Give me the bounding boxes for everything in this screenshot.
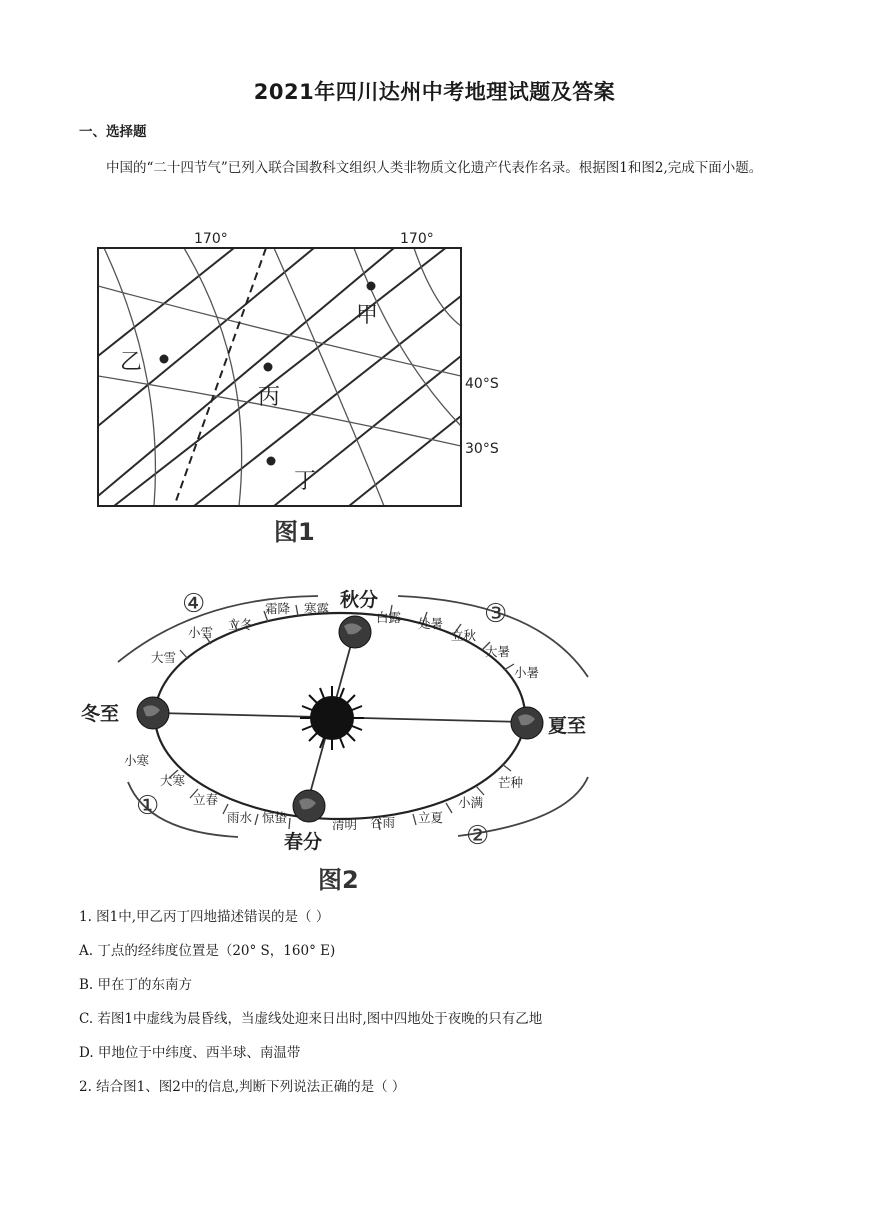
lat-label-upper: 40°S — [465, 376, 499, 392]
page-title: 2021年四川达州中考地理试题及答案 — [253, 80, 616, 104]
lon-label-left: 170° — [194, 231, 228, 247]
region-4-label: ④ — [182, 589, 206, 619]
term-jingzhe: 惊蛰 — [262, 810, 288, 825]
term-dahan: 大寒 — [160, 773, 186, 788]
winter-solstice-label: 冬至 — [81, 703, 120, 725]
autumn-equinox-label: 秋分 — [340, 589, 379, 611]
term-xiaoshu: 小暑 — [514, 665, 540, 680]
term-yushui: 雨水 — [227, 810, 253, 825]
region-1-label: ① — [136, 791, 160, 821]
region-2-label: ② — [466, 821, 490, 851]
question-1-option-b: B. 甲在丁的东南方 — [79, 977, 193, 993]
question-2: 2. 结合图1、图2中的信息,判断下列说法正确的是（ ） — [79, 1079, 406, 1095]
point-bing-label: 丙 — [258, 385, 281, 410]
term-xiaoxue: 小雪 — [188, 625, 214, 640]
term-lixia: 立夏 — [418, 810, 444, 825]
point-jia-label: 甲 — [356, 303, 379, 328]
lat-label-lower: 30°S — [465, 441, 499, 457]
section-heading: 一、选择题 — [79, 124, 147, 140]
figure-1-caption: 图1 — [274, 518, 315, 546]
question-1-option-a: A. 丁点的经纬度位置是（20° S，160° E) — [79, 943, 336, 959]
term-lidong: 立冬 — [228, 617, 254, 632]
intro-paragraph: 中国的“二十四节气”已列入联合国教科文组织人类非物质文化遗产代表作名录。根据图1和图2,完成下面小题。 — [106, 160, 763, 176]
point-jia-dot — [367, 282, 376, 291]
question-1: 1. 图1中,甲乙丙丁四地描述错误的是（ ） — [79, 909, 330, 925]
question-1-option-c: C. 若图1中虚线为晨昏线，当虚线处迎来日出时,图中四地处于夜晚的只有乙地 — [79, 1011, 543, 1027]
term-bailu: 白露 — [376, 610, 402, 625]
figure-1-map — [84, 226, 514, 548]
figure-2-orbit — [78, 582, 618, 898]
region-3-label: ③ — [484, 599, 508, 629]
term-shuangjiang: 霜降 — [265, 601, 291, 616]
point-yi-label: 乙 — [120, 350, 143, 375]
term-liqiu: 立秋 — [451, 628, 477, 643]
terminator-dashed-line — [176, 248, 266, 501]
summer-solstice-label: 夏至 — [548, 715, 587, 737]
term-hanlu: 寒露 — [304, 601, 330, 616]
sun-icon — [300, 686, 364, 750]
point-ding-label: 丁 — [294, 469, 317, 494]
term-daxue: 大雪 — [151, 650, 177, 665]
question-1-option-d: D. 甲地位于中纬度、西半球、南温带 — [79, 1045, 301, 1061]
term-xiaoman: 小满 — [458, 795, 484, 810]
figure-2-caption: 图2 — [318, 866, 359, 894]
point-yi-dot — [160, 355, 169, 364]
term-xiaohan: 小寒 — [124, 753, 150, 768]
point-bing-dot — [264, 363, 273, 372]
point-ding-dot — [267, 457, 276, 466]
latitude-lines — [98, 236, 461, 506]
term-mangzhong: 芒种 — [498, 775, 524, 790]
term-dashu: 大暑 — [485, 644, 511, 659]
term-lichun: 立春 — [193, 792, 219, 807]
term-chushu: 处暑 — [418, 616, 444, 631]
term-guyu: 谷雨 — [370, 815, 396, 830]
spring-equinox-label: 春分 — [284, 831, 323, 853]
term-qingming: 清明 — [332, 817, 358, 832]
lon-label-right: 170° — [400, 231, 434, 247]
